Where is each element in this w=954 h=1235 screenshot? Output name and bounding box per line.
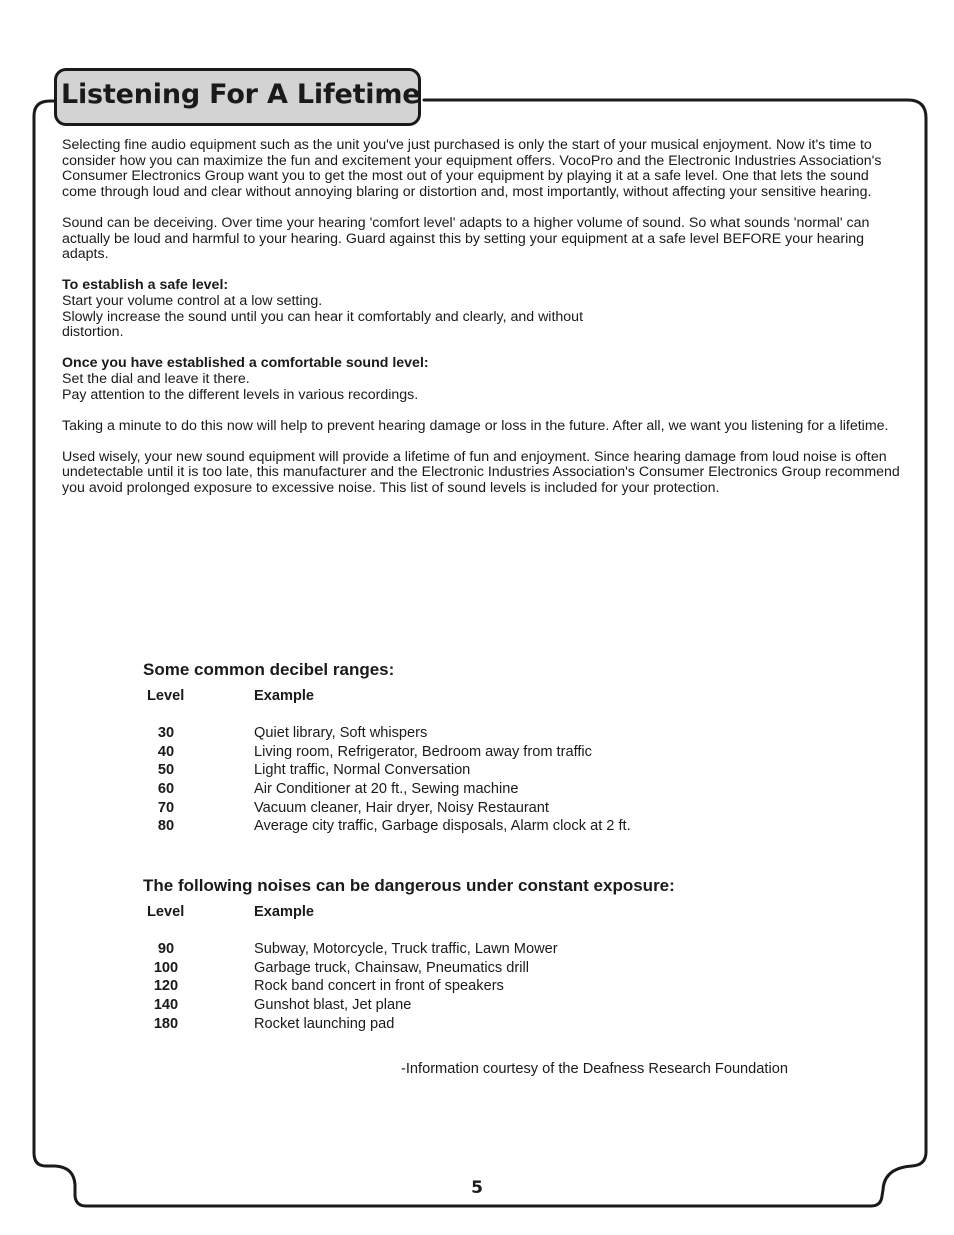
intro-paragraph: Selecting fine audio equipment such as the unit you've just purchased is only the start of your musical enjoyment. Now it's time to consider how you can maximize the fun and excitement your equipment offers. VocoPro and the Electronic Industries Association's Consumer Electronics Group want you to get the most out of your equipment by playing it at a safe level. One that lets the sound come through loud and clear without annoying blaring or distortion and, most importantly, without affecting your sensitive hearing. [62,137,882,200]
wisely-paragraph: Used wisely, your new sound equipment will provide a lifetime of fun and enjoyment. Since hearing damage from loud noise is often undetectable until it is too late, this manufacturer and the Electronic Industries Association's Consumer Electronics Group recommend you avoid prolonged exposure to excessive noise. This list of sound levels is included for your protection. [62,448,900,497]
common-ranges-rows [143,725,863,837]
noise-example: Light traffic, Normal Conversation [254,762,471,779]
noise-example: Living room, Refrigerator, Bedroom away from traffic [254,743,592,760]
table-row [143,818,863,837]
decibel-level: 50 [157,762,175,779]
dangerous-noises-title: The following noises can be dangerous under constant exposure: [143,876,675,895]
noise-example: Gunshot blast, Jet plane [254,997,412,1014]
column-header-example: Example [254,688,315,704]
comfortable-level-step: Set the dial and leave it there. [62,370,250,387]
noise-example: Rock band concert in front of speakers [254,978,504,995]
decibel-level: 60 [157,781,175,798]
deceiving-paragraph: Sound can be deceiving. Over time your hearing 'comfort level' adapts to a higher volume of sound. So what sounds 'normal' can actually be loud and harmful to your hearing. Guard against this by setting your equipment at a safe level BEFORE your hearing adapts. [62,214,870,263]
common-ranges-title: Some common decibel ranges: [143,660,395,679]
safe-level-block [62,278,907,340]
title-banner [54,68,421,126]
column-header-level: Level [147,904,185,920]
dangerous-noises-section [143,876,863,1034]
common-ranges-section [143,660,863,837]
table-row [143,762,863,781]
common-ranges-header [143,688,863,706]
dangerous-noises-rows [143,941,863,1034]
page-title: Listening For A Lifetime [61,79,421,110]
decibel-level: 70 [157,799,175,816]
safe-level-step: Start your volume control at a low setting. [62,292,323,309]
decibel-level: 40 [157,743,175,760]
table-row [143,941,863,960]
noise-example: Air Conditioner at 20 ft., Sewing machine [254,781,519,798]
noise-example: Rocket launching pad [254,1015,395,1032]
dangerous-noises-header [143,904,863,922]
decibel-level: 140 [153,997,179,1014]
noise-example: Subway, Motorcycle, Truck traffic, Lawn Mower [254,941,558,957]
safe-level-step: Slowly increase the sound until you can hear it comfortably and clearly, and without distortion. [62,308,584,341]
comfortable-level-heading: Once you have established a comfortable sound level: [62,355,429,372]
noise-example: Average city traffic, Garbage disposals, Alarm clock at 2 ft. [254,818,631,835]
decibel-level: 90 [157,941,175,957]
minute-paragraph: Taking a minute to do this now will help to prevent hearing damage or loss in the future. After all, we want you listening for a lifetime. [62,417,889,434]
decibel-level: 30 [157,725,175,741]
safe-level-heading: To establish a safe level: [62,277,229,294]
page-number: 5 [471,1178,483,1198]
decibel-level: 180 [153,1015,179,1032]
table-row [143,1016,863,1035]
column-header-level: Level [147,688,185,704]
comfortable-level-block [62,356,907,403]
decibel-level: 100 [153,959,179,976]
noise-example: Garbage truck, Chainsaw, Pneumatics drill [254,959,529,976]
table-row [143,997,863,1016]
noise-example: Quiet library, Soft whispers [254,725,428,741]
table-row [143,781,863,800]
source-credit: -Information courtesy of the Deafness Research Foundation [401,1061,788,1077]
decibel-level: 120 [153,978,179,995]
decibel-level: 80 [157,818,175,835]
column-header-example: Example [254,904,315,920]
table-row [143,978,863,997]
noise-example: Vacuum cleaner, Hair dryer, Noisy Restaurant [254,799,549,816]
table-row [143,800,863,819]
table-row [143,725,863,744]
body-text [62,138,907,512]
table-row [143,744,863,763]
comfortable-level-step: Pay attention to the different levels in various recordings. [62,386,419,403]
table-row [143,960,863,979]
